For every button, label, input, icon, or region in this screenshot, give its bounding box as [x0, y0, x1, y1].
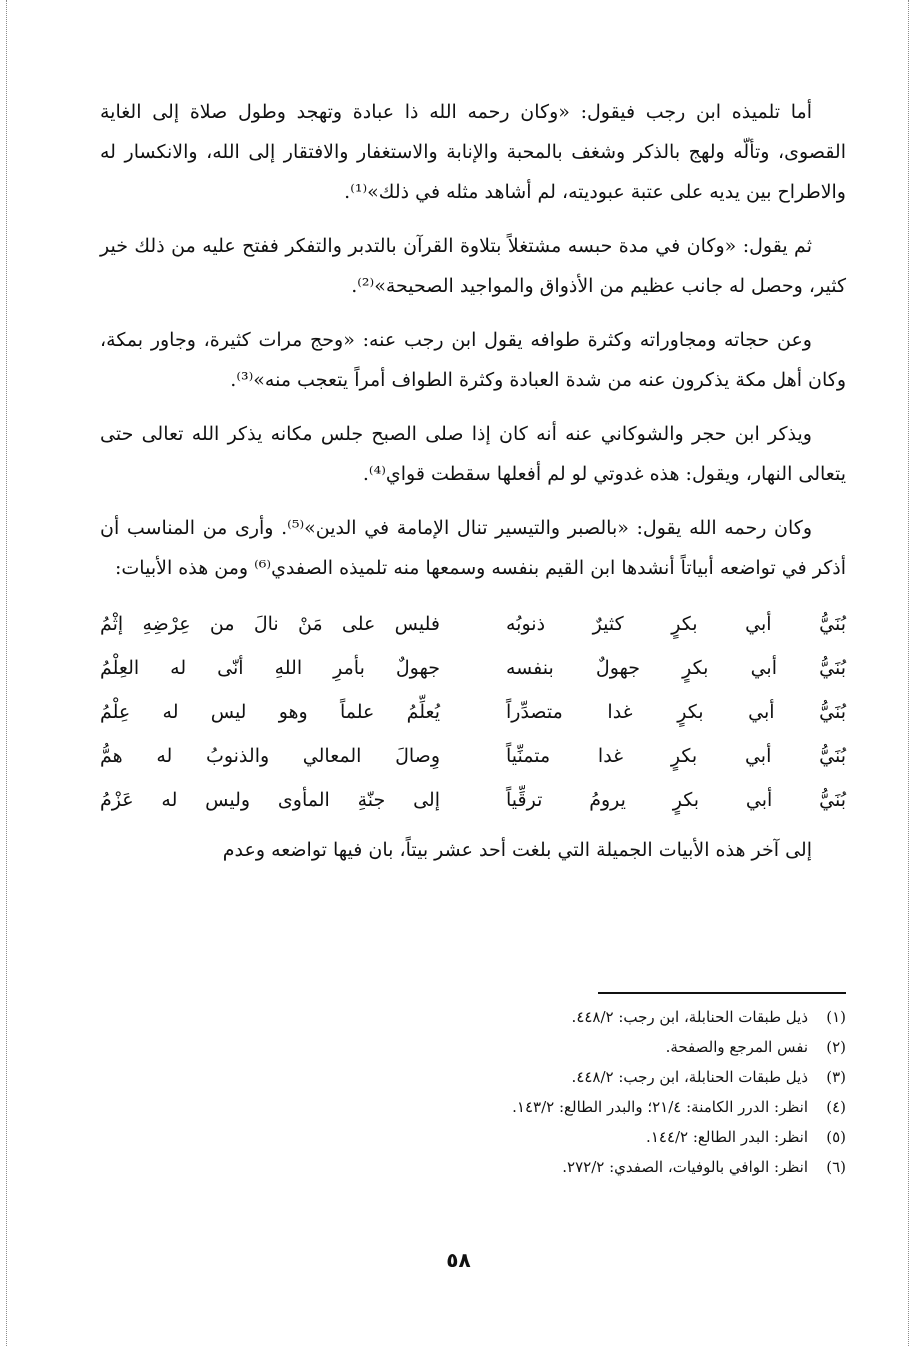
paragraph-5: وكان رحمه الله يقول: «بالصبر والتيسير تنال الإمامة في الدين»⁽⁵⁾. وأرى من المناسب أن أذكر في تواضعه أبياتاً أنشدها ابن القيم بنفسه وسمعها منه تلميذه الصفدي⁽⁶⁾ ومن هذه الأبيات:	[100, 517, 846, 579]
footnotes	[100, 992, 846, 1182]
footnote-text: ذيل طبقات الحنابلة، ابن رجب: ٤٤٨/٢.	[571, 1068, 808, 1086]
poem-second-hemistich: جهولٌ بأمرِ اللهِ أنّى له العِلْمُ	[100, 657, 440, 679]
poem-verse	[100, 734, 846, 778]
footnote-number: (١)	[826, 1008, 846, 1026]
closing-paragraph: إلى آخر هذه الأبيات الجميلة التي بلغت أحد عشر بيتاً، بان فيها تواضعه وعدم	[222, 839, 812, 861]
poem-verse	[100, 602, 846, 646]
footnote-text: نفس المرجع والصفحة.	[665, 1038, 808, 1056]
paragraph-3: وعن حجاته ومجاوراته وكثرة طوافه يقول ابن رجب عنه: «وحج مرات كثيرة، وجاور بمكة، وكان أهل مكة يذكرون عنه من شدة العبادة وكثرة الطواف أمراً يتعجب منه»⁽³⁾.	[100, 329, 846, 391]
footnote-number: (٣)	[826, 1068, 846, 1086]
margin-guide-right	[908, 0, 909, 1346]
footnote-separator	[598, 992, 846, 994]
poem	[100, 602, 846, 822]
page-body	[100, 92, 846, 884]
paragraph-4: ويذكر ابن حجر والشوكاني عنه أنه كان إذا صلى الصبح جلس مكانه يذكر الله تعالى حتى يتعالى النهار، ويقول: هذه غدوتي لو لم أفعلها سقطت قواي⁽⁴⁾.	[100, 423, 846, 485]
footnote-text: انظر: الدرر الكامنة: ٢١/٤؛ والبدر الطالع: ١٤٣/٢.	[512, 1098, 808, 1116]
poem-verse	[100, 778, 846, 822]
poem-second-hemistich: إلى جنّةِ المأوى وليس له عَزْمُ	[100, 789, 440, 811]
footnote	[100, 1152, 846, 1182]
footnote-number: (٥)	[826, 1128, 846, 1146]
poem-verse	[100, 690, 846, 734]
page-number: ٥٨	[446, 1248, 471, 1272]
footnote-text: انظر: الوافي بالوفيات، الصفدي: ٢٧٢/٢.	[562, 1158, 808, 1176]
poem-verse	[100, 646, 846, 690]
footnote-number: (٢)	[826, 1038, 846, 1056]
footnote-number: (٦)	[826, 1158, 846, 1176]
margin-guide-left	[6, 0, 7, 1346]
poem-first-hemistich: بُنَيُّ أبي بكرٍ غدا متصدِّراً	[506, 701, 846, 723]
footnote-text: ذيل طبقات الحنابلة، ابن رجب: ٤٤٨/٢.	[571, 1008, 808, 1026]
footnote-text: انظر: البدر الطالع: ١٤٤/٢.	[646, 1128, 808, 1146]
footnote	[100, 1032, 846, 1062]
poem-first-hemistich: بُنَيُّ أبي بكرٍ جهولٌ بنفسه	[506, 657, 846, 679]
poem-first-hemistich: بُنَيُّ أبي بكرٍ يرومُ ترقِّياً	[506, 789, 846, 811]
poem-second-hemistich: وِصالَ المعالي والذنوبُ له همُّ	[100, 745, 440, 767]
poem-first-hemistich: بُنَيُّ أبي بكرٍ كثيرٌ ذنوبُه	[506, 613, 846, 635]
footnote	[100, 1122, 846, 1152]
paragraph-1: أما تلميذه ابن رجب فيقول: «وكان رحمه الله ذا عبادة وتهجد وطول صلاة إلى الغاية القصوى، وتألّه ولهج بالذكر وشغف بالمحبة والإنابة والاستغفار والافتقار إلى الله، والانكسار له والاطراح بين يديه على عتبة عبوديته، لم أشاهد مثله في ذلك»⁽¹⁾.	[100, 101, 846, 203]
footnote	[100, 1062, 846, 1092]
poem-second-hemistich: يُعلِّمُ علماً وهو ليس له عِلْمُ	[100, 701, 440, 723]
poem-second-hemistich: فليس على مَنْ نالَ من عِرْضِهِ إثْمُ	[100, 613, 440, 635]
footnote-number: (٤)	[826, 1098, 846, 1116]
footnote	[100, 1092, 846, 1122]
footnote	[100, 1002, 846, 1032]
paragraph-2: ثم يقول: «وكان في مدة حبسه مشتغلاً بتلاوة القرآن بالتدبر والتفكر ففتح عليه من ذلك خير كثير، وحصل له جانب عظيم من الأذواق والمواجيد الصحيحة»⁽²⁾.	[100, 235, 846, 297]
poem-first-hemistich: بُنَيُّ أبي بكرٍ غدا متمنِّياً	[506, 745, 846, 767]
